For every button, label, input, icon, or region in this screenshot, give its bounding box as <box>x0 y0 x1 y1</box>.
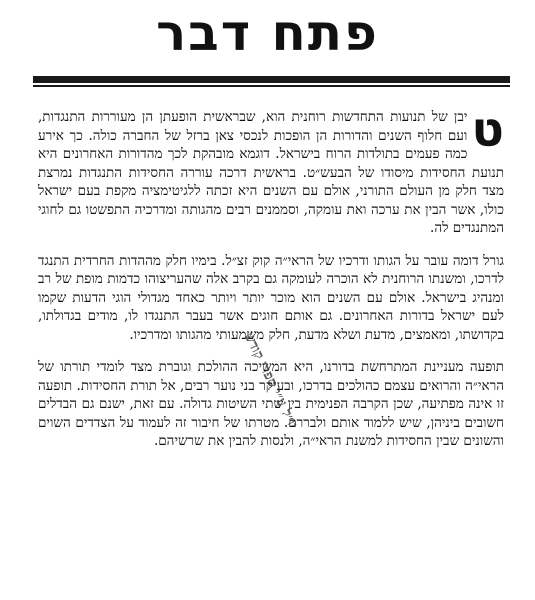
paragraph-1-text: יבן של תנועות התחדשות רוחנית הוא, שבראשית הופעתן הן מעוררות התנגדות, ועם חלוף השנים והדורות הן הופכות לנכסי צאן ברזל של החברה כולה. כך אירע כמה פעמים בתולדות הרוח בישראל. דוגמא מובהקת לכך מהדורות האחרונים היא תנועת החסידות מיסודו של הבעש״ט. בראשית דרכה עוררה החסידות התנגדות נמרצת מצד חלק מן העולם התורני, אולם עם השנים היא זכתה ללגיטימציה מקפת בעם ישראל כולו, אשר הבין את ערכה ואת עומקה, וסממנים רבים מהגותה ומדרכיה התפשטו גם לחוגי המתנגדים לה. <box>38 109 504 236</box>
drop-cap-letter: ט <box>471 102 504 158</box>
paragraph-1 <box>38 102 504 238</box>
paragraph-2 <box>38 252 504 345</box>
page-title: פתח דבר <box>156 4 379 62</box>
title-divider-thin <box>33 85 510 87</box>
paragraph-2-text: גורל דומה עובר על הגותו ודרכיו של הראי״ה קוק זצ״ל. בימיו חלק מההדות החרדית התנגד לדרכו, ומשנתו הרוחנית לא הוכרה לעומקה גם בקרב אלה שהעריצוהו כדמות מופת של רב ומנהיג בישראל. אולם עם השנים הוא מוכר יותר ויותר כאחד מגדולי הוגי הדעות שקמו לעם ישראל בדורות האחרונים. גם אותם חוגים אשר בעבר התנגדו לו, מודים בגדולתו, בקדושתו, ומאמצים, מדעת ושלא מדעת, חלק משמעותי מהגותו ומדרכיו. <box>38 252 504 343</box>
article-body <box>38 102 504 465</box>
library-stamp: יו״ל ע״י ספרי קודש <box>240 330 301 431</box>
title-divider-thick <box>33 76 510 83</box>
paragraph-3-text: תופעה מעניינת המתרחשת בדורנו, היא המשיכה ההולכת וגוברת מצד לומדי תורתו של הראי״ה והרואים עצמם כהולכים בדרכו, ובעיקר בני נוער רבים, אל תורת החסידות. תופעה זו אינה מפתיעה, שכן הקרבה הפנימית בין שתי השיטות גדולה. עם זאת, ישנם גם הבדלים חשובים ביניהן, שיש ללמוד אותם ולבררם. מטרתו של חיבור זה לעמוד על הצדדים השוים והשונים שבין החסידות למשנת הראי״ה, ולנסות להבין את שרשיהם. <box>38 359 504 449</box>
